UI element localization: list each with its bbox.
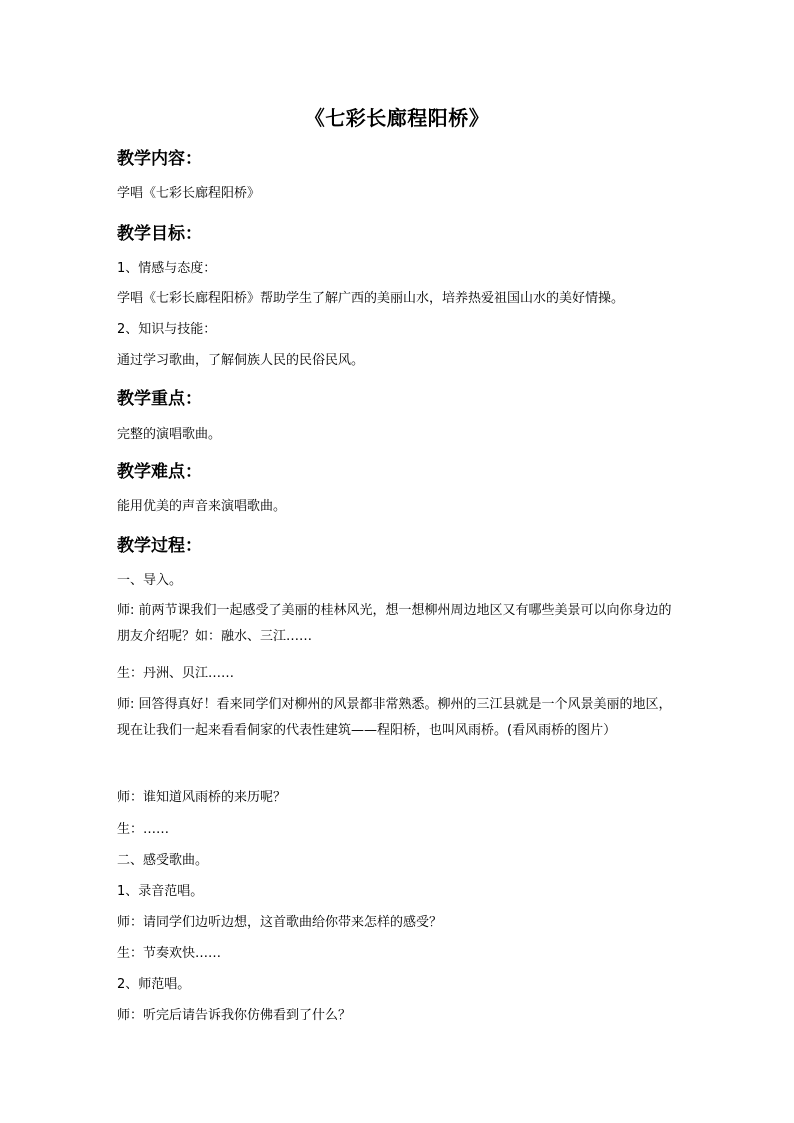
goal1-text: 学唱《七彩长廊程阳桥》帮助学生了解广西的美丽山水，培养热爱祖国山水的美好情操。 xyxy=(117,291,625,306)
process-heading: 教学过程： xyxy=(117,536,202,556)
document-title: 《七彩长廊程阳桥》 xyxy=(304,106,490,130)
difficulty-text: 能用优美的声音来演唱歌曲。 xyxy=(117,499,287,514)
process-step-1: 一、导入。 xyxy=(117,573,183,588)
process-paragraph-4: 师：谁知道风雨桥的来历呢？ xyxy=(117,790,287,805)
goal2-text: 通过学习歌曲，了解侗族人民的民俗民风。 xyxy=(117,353,365,368)
process-paragraph-2: 生：丹洲、贝江…… xyxy=(117,666,235,681)
process-step-2-1: 1、录音范唱。 xyxy=(117,884,204,899)
goal1-label: 1、情感与态度： xyxy=(117,261,217,276)
goal2-label: 2、知识与技能： xyxy=(117,322,217,337)
process-paragraph-8: 师：听完后请告诉我你仿佛看到了什么？ xyxy=(117,1008,352,1023)
process-paragraph-3: 师: 回答得真好！看来同学们对柳州的风景都非常熟悉。柳州的三江县就是一个风景美丽的地区，现在让我们一起来看看侗家的代表性建筑——程阳桥，也叫风雨桥。(看风雨桥的图片） xyxy=(117,697,672,738)
content-text: 学唱《七彩长廊程阳桥》 xyxy=(117,186,261,201)
content-heading: 教学内容： xyxy=(117,149,202,169)
process-step-2: 二、感受歌曲。 xyxy=(117,853,209,868)
process-paragraph-7: 生：节奏欢快…… xyxy=(117,946,222,961)
process-step-2-2: 2、师范唱。 xyxy=(117,977,191,992)
key-heading: 教学重点： xyxy=(117,389,202,409)
process-paragraph-1: 师: 前两节课我们一起感受了美丽的桂林风光，想一想柳州周边地区又有哪些美景可以向你身边的朋友介绍呢？如：融水、三江…… xyxy=(117,603,672,644)
difficulty-heading: 教学难点： xyxy=(117,462,202,482)
process-paragraph-6: 师：请同学们边听边想，这首歌曲给你带来怎样的感受？ xyxy=(117,915,443,930)
process-paragraph-5: 生：…… xyxy=(117,822,170,837)
goals-heading: 教学目标： xyxy=(117,224,202,244)
key-text: 完整的演唱歌曲。 xyxy=(117,427,222,442)
